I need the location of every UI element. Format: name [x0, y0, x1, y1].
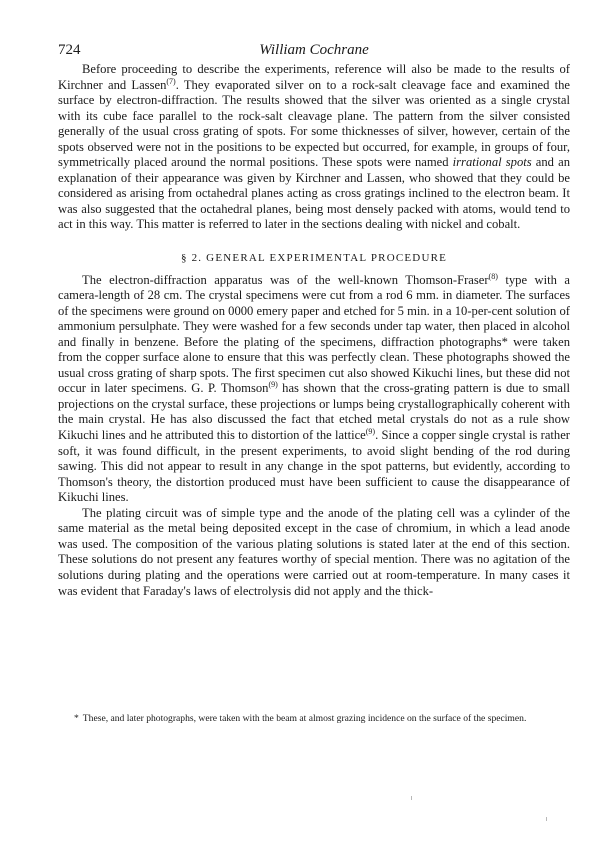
citation-ref: (9)	[268, 380, 278, 390]
scan-mark	[546, 817, 547, 821]
text-run: Before proceeding to describe the experiments, reference will also be made to the results of Kirchner and Lassen	[58, 62, 570, 92]
running-head: William Cochrane	[259, 42, 369, 58]
section-heading: § 2. GENERAL EXPERIMENTAL PROCEDURE	[180, 252, 448, 265]
paragraph: The plating circuit was of simple type and the anode of the plating cell was a cylinder of the same material as the metal being deposited except in the case of chromium, in which a lead anode was used. The composition of the various plating solutions is stated later at the end of this section. These solutions do not present any features worthy of special mention. There was no agitation of the solutions during plating and the operations were carried out at room-temperature. In many cases it was evident that Faraday's laws of electrolysis did not apply and the thick-	[58, 505, 570, 598]
citation-ref: (7)	[166, 76, 176, 86]
text-run: The electron-diffraction apparatus was of the well-known Thomson-Fraser	[82, 272, 489, 287]
paragraph	[58, 62, 570, 233]
footnote	[58, 713, 570, 725]
citation-ref: (8)	[488, 271, 498, 281]
emphasis: irrational spots	[452, 155, 532, 170]
text-run: and an explanation of their appearance was given by Kirchner and Lassen, who showed that they could be considered as arising from octahedral planes acting as cross gratings inclined to the electron beam. It was also suggested that the octahedral planes, being most densely packed with atoms, would tend to act in this way. This matter is referred to later in the sections dealing with nickel and cobalt.	[58, 155, 570, 232]
paragraph	[58, 273, 570, 506]
page-header	[58, 42, 570, 64]
footnote-text	[58, 713, 570, 725]
scan-mark	[411, 796, 412, 800]
citation-ref: (9)	[365, 426, 376, 436]
text-run: type with a camera-length of 28 cm. The crystal specimens were cut from a rod 6 mm. in diameter. The surfaces of the specimens were ground on 0000 emery paper and etched for 5 min. in a 10-per-cent solution of ammonium persulphate. They were washed for a few seconds under tap water, then placed in alcohol and finally in benzene. Before the plating of the specimens, diffraction photographs* were taken from the copper surface alone to ensure that this was perfectly clean. These photographs showed the usual cross grating of sharp spots. The first specimen cut also showed Kikuchi lines, but these did not occur in later specimens. G. P. Thomson	[58, 272, 570, 396]
text-run: These, and later photographs, were taken with the beam at almost grazing incidence on the surface of the specimen.	[82, 713, 527, 724]
body-text	[58, 62, 570, 599]
text-run: has shown that the cross-grating pattern is due to small projections on the crystal surface, these projections or lumps being crystallographically coherent with the main crystal. He has also discussed the fact that etched metal crystals do not as a rule show Kikuchi lines and he attributed this to distortion of the lattice	[58, 381, 570, 443]
page-number: 724	[58, 42, 81, 58]
footnote-symbol: *	[74, 713, 79, 724]
text-run: . They evaporated silver on to a rock-salt cleavage face and examined the surface by electron-diffraction. The results showed that the silver was oriented as a single crystal with its cube face parallel to the rock-salt cleavage plane. The pattern from the silver consisted generally of the usual cross grating of spots. For some thicknesses of silver, however, certain of the spots observed were not in the positions to be expected but occurred, for example, in groups of four, symmetrically placed around the normal positions. These spots were named	[58, 77, 570, 170]
text-run: . Since a copper single crystal is rather soft, it was found difficult, in the present experiments, to avoid slight bending of the rod during sawing. This did not appear to result in any change in the spot patterns, but evidently, according to Thomson's theory, the distortion produced must have been sufficient to cause the disappearance of Kikuchi lines.	[58, 428, 570, 505]
